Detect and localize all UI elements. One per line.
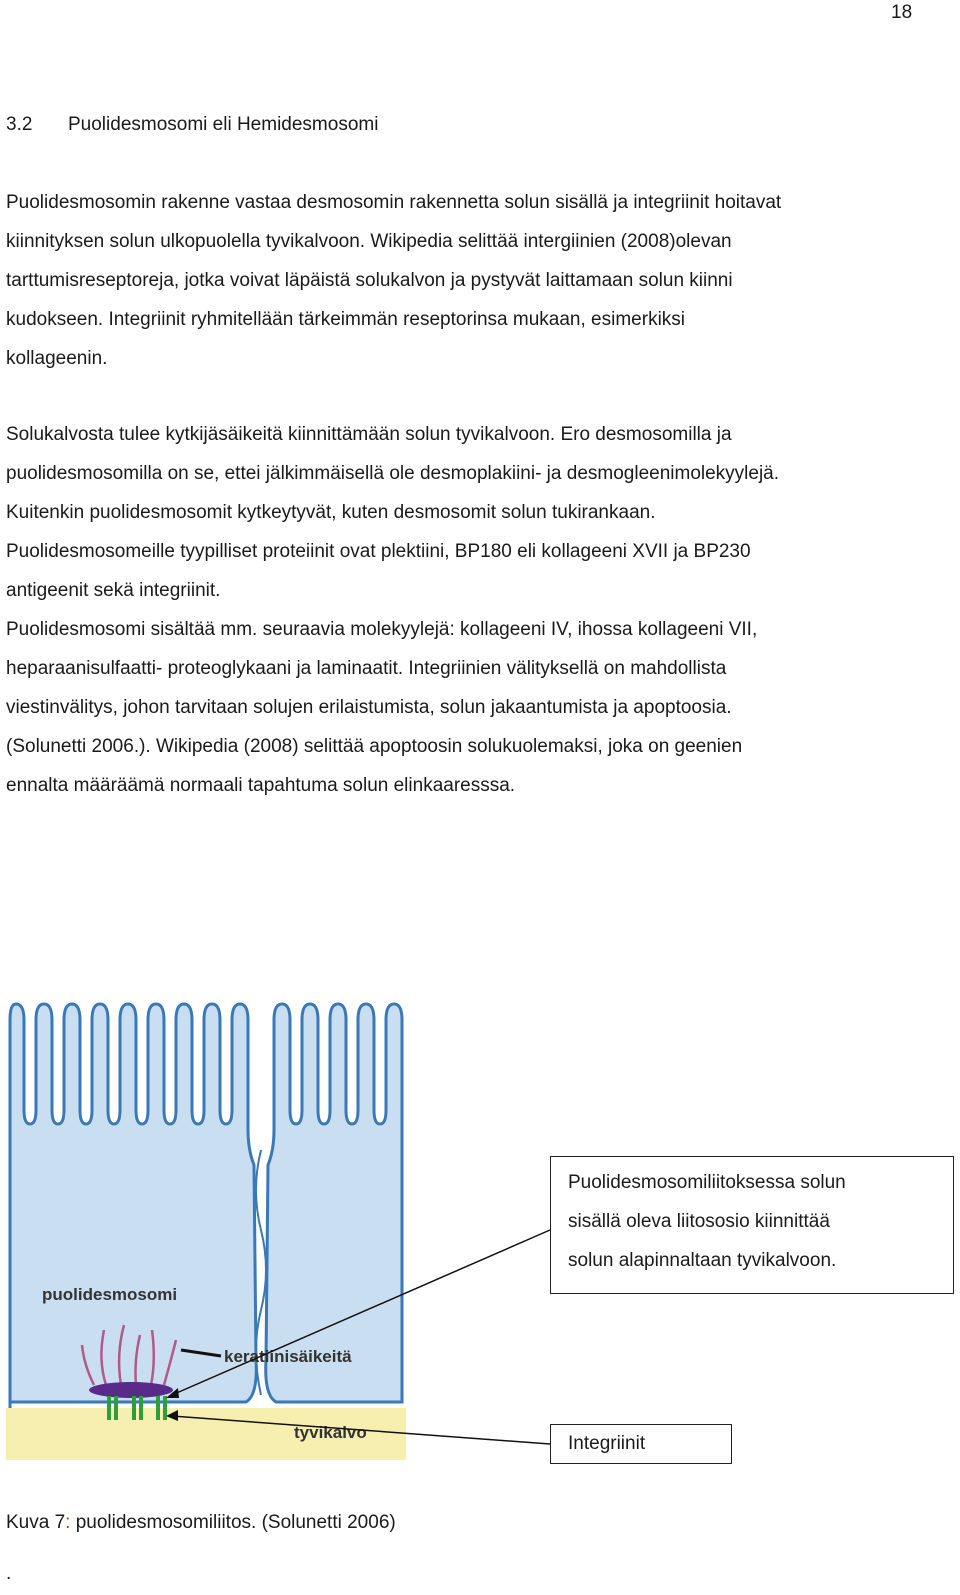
label-tyvikalvo: tyvikalvo: [294, 1423, 367, 1442]
caption-colon: :: [65, 1512, 71, 1533]
callout-line: solun alapinnaltaan tyvikalvoon.: [568, 1250, 837, 1271]
trailing-mark: .: [6, 1563, 12, 1584]
callout-line: sisällä oleva liitososio kiinnittää: [568, 1211, 830, 1232]
callout-box-1: [550, 1156, 954, 1294]
paragraph-line: antigeenit sekä integriinit.: [6, 580, 221, 601]
paragraph-line: Puolidesmosomeille tyypilliset proteiinit ovat plektiini, BP180 eli kollageeni XVII ja BP230: [6, 541, 751, 562]
paragraph-line: viestinvälitys, johon tarvitaan solujen erilaistumista, solun jakaantumista ja apoptoosia.: [6, 697, 732, 718]
section-title: Puolidesmosomi eli Hemidesmosomi: [68, 114, 379, 135]
paragraph-line: puolidesmosomilla on se, ettei jälkimmäisellä ole desmoplakiini- ja desmogleenimolekyylejä.: [6, 463, 780, 484]
paragraph-line: Puolidesmosomin rakenne vastaa desmosomin rakennetta solun sisällä ja integriinit hoitavat: [6, 192, 782, 213]
figure-caption: [6, 1512, 396, 1534]
page-number: 18: [891, 2, 913, 23]
callout-line: Puolidesmosomiliitoksessa solun: [568, 1172, 846, 1193]
arrowhead-icon: [166, 1388, 179, 1398]
callout-1-pointer: [172, 1230, 550, 1395]
paragraph-line: Puolidesmosomi sisältää mm. seuraavia molekyylejä: kollageeni IV, ihossa kollageeni VII,: [6, 619, 758, 640]
paragraph-line: kollageenin.: [6, 348, 108, 369]
paragraph-line: kudokseen. Integriinit ryhmitellään tärkeimmän reseptorinsa mukaan, esimerkiksi: [6, 309, 686, 330]
paragraph-line: tarttumisreseptoreja, jotka voivat läpäistä solukalvon ja pystyvät laittamaan solun kiinni: [6, 270, 733, 291]
callout-box-2: [550, 1424, 732, 1464]
caption-prefix: Kuva 7: [6, 1512, 66, 1533]
callout-2-pointer: [172, 1416, 550, 1444]
callout-label: Integriinit: [568, 1433, 646, 1454]
label-keratiinisaikeita: keratiinisäikeitä: [224, 1347, 352, 1366]
paragraph-line: Kuitenkin puolidesmosomit kytkeytyvät, kuten desmosomit solun tukirankaan.: [6, 502, 656, 523]
paragraph-line: Solukalvosta tulee kytkijäsäikeitä kiinnittämään solun tyvikalvoon. Ero desmosomilla ja: [6, 424, 732, 445]
section-number: 3.2: [6, 114, 33, 135]
paragraph-line: kiinnityksen solun ulkopuolella tyvikalvoon. Wikipedia selittää intergiinien (2008)olevan: [6, 231, 732, 252]
paragraph-line: ennalta määräämä normaali tapahtuma solun elinkaaresssa.: [6, 775, 516, 796]
paragraph-line: (Solunetti 2006.). Wikipedia (2008) selittää apoptoosin solukuolemaksi, joka on geenien: [6, 736, 743, 757]
label-puolidesmosomi: puolidesmosomi: [42, 1285, 178, 1304]
arrowhead-icon: [166, 1410, 178, 1421]
paragraph-line: heparaanisulfaatti- proteoglykaani ja laminaatit. Integriinien välityksellä on mahdollista: [6, 658, 727, 679]
caption-text: puolidesmosomiliitos. (Solunetti 2006): [70, 1512, 396, 1533]
